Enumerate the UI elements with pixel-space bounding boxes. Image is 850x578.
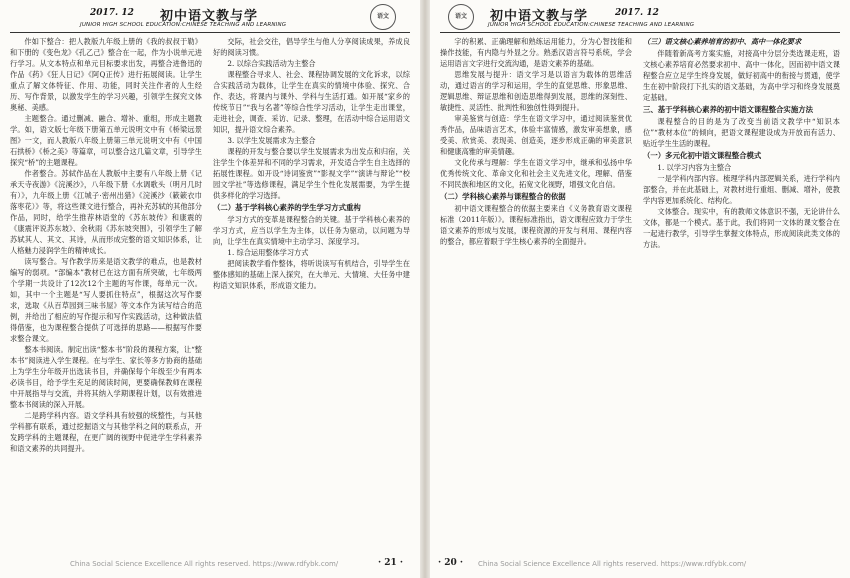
page-number: · 21 · [378,558,404,568]
paragraph: 文化传承与理解：学生在语文学习中，继承和弘扬中华优秀传统文化、革命文化和社会主义先进文化，理解、借鉴不同民族和地区的文化，拓宽文化视野，增强文化自信。 [440,158,632,189]
paragraph: 课程整合的目的是为了改变当前语文教学中“知识本位”“教材本位”的倾向，把语文课程建设成为开放而有活力、贴近学生生活的课程。 [643,117,840,148]
paragraph: 课程整合寻求人、社会、课程协调发展的文化诉求，以综合实践活动为载体，让学生在真实的情境中体验、探究、合作、表达，将课内与课外、学科与生活打通。如开展“家乡的传统节日”“我与名著”等综合性学习活动，让学生走出课堂，走进社会，调查、采访、记录、整理，在活动中综合运用语文知识，提升语文综合素养。 [213,70,410,134]
section-heading: 三、基于学科核心素养的初中语文课程整合实施方法 [643,105,813,114]
paragraph: 伴随着新高考方案实施，对接高中分层分类选课走班，语文核心素养培育必然要求初中、高中一体化，因而初中语文课程整合应立足学生终身发展，做好初高中的衔接与贯通，使学生在初中阶段打下扎实的语文基础，为高中学习和终身发展奠定基础。 [643,49,840,102]
paragraph: 交际，社会交往，倡导学生与他人分享阅读成果，养成良好的阅读习惯。 [213,37,410,57]
paragraph: 二是跨学科内容。语文学科具有较强的统整性，与其他学科都有联系，通过挖掘语文与其他学科之间的联系点，开发跨学科的主题课程，在更广阔的视野中促进学生学科素养和语文素养的共同提升。 [10,411,202,453]
section-heading: （三）语文核心素养培育的初中、高中一体化要求 [643,37,802,46]
section-heading: （二）基于学科核心素养的学生学习方式重构 [213,203,361,212]
paragraph: 字的积累、正确理解和熟练运用能力，分为心智技能和操作技能，有内隐与外显之分。熟悉汉语言符号系统，学会运用语言文字进行交流沟通，是语文素养的基础。 [440,37,632,68]
watermark: China Social Science Excellence All rights reserved. https://www.rdfybk.com/ [478,560,747,568]
magazine-logo: 语文 [370,4,396,30]
page-21 [0,0,420,578]
page-footer [430,558,850,572]
paragraph: 2. 以综合实践活动为主整合 [227,59,316,68]
paragraph: 整本书阅读。制定出读“整本书”阶段的课程方案，让“整本书”阅读进入学生课程。在与学生、家长等多方协商的基础上为学生分年级开出选读书目，并确保每个年级至少有两本必读书目，给予学生充足的阅读时间，更要确保教师在课程中开展指导与交流，并将其纳入学期课程计划，以有效推进整本书阅读的深入开展。 [10,345,202,409]
magazine-logo: 语文 [448,4,474,30]
paragraph: 文体整合。现实中，有的教师文体意识不强，无论讲什么文体，都是一个模式。基于此，我们将同一文体的课文整合在一起进行教学，引导学生掌握文体特点，形成阅读此类文体的方法。 [643,207,840,249]
magazine-subtitle: JUNIOR HIGH SCHOOL EDUCATION:CHINESE TEACHING AND LEARNING [80,22,287,28]
paragraph: 课程的开发与整合要以学生发展需求为出发点和归宿，关注学生个体差异和不同的学习需求，开发适合学生自主选择的拓展性课程。如开设“诗词鉴赏”“影视文学”“演讲与辩论”“校园文学社”等选修课程，满足学生个性化发展需要，为学生提供多样化的学习选择。 [213,147,410,200]
section-heading: （一）多元化初中语文课程整合模式 [643,151,762,160]
page-number: · 20 · [438,558,464,568]
paragraph: 读写整合。写作教学历来是语文教学的难点，也是教材编写的弱项。“部编本”教材已在这方面有所突破，七年级两个学期一共设计了12次12个主题的写作课，每单元一次。如，其中一个主题是“写人要抓住特点”，根据这次写作要求，选取《从百草园到三味书屋》等文本作为读写结合的范例，并给出了相应的写作提示和写作实践活动，这种做法值得借鉴，也为课程整合提供了可选择的思路——根据写作要求整合课文。 [10,257,202,343]
paragraph: 把阅读教学看作整体，将听说读写有机结合，引导学生在整体感知的基础上深入探究，在大单元、大情境、大任务中建构语文知识体系，形成语文能力。 [213,259,410,290]
paragraph: 1. 以学习内容为主整合 [657,163,732,172]
paragraph: 3. 以学生发展需求为主整合 [227,136,316,145]
magazine-title: 初中语文教与学 [160,9,259,24]
paragraph: 作如下整合：把人教版九年级上册的《我的叔叔于勒》和下册的《变色龙》《孔乙己》整合在一起，作为小说单元进行学习。从文本特点和单元目标要求出发，再整合进鲁迅的作品《药》《狂人日记》《阿Q正传》进行拓展阅读。让学生重点了解文体特征、作用、功能，同时关注作者的人生经历、写作背景，以激发学生的学习兴趣，引领学生探究文体奥秘、美感。 [10,37,202,112]
text-column-left [10,36,202,544]
text-column-right [213,36,410,544]
page-20 [430,0,850,578]
watermark: China Social Science Excellence All rights reserved. https://www.rdfybk.com/ [70,560,339,568]
issue-date: 2017. 12 [90,8,134,18]
paragraph: 主题整合。通过删减、融合、增补、重组，形成主题教学。如，语文版七年级下册第五单元说明文中有《桥梁远景图》一文，而人教版八年级上册第三单元说明文中有《中国石拱桥》《桥之美》等篇章，可以整合这几篇文章，引导学生探究“桥”的主题课程。 [10,114,202,167]
paragraph: 作者整合。苏轼作品在人教版中主要有八年级上册《记承天寺夜游》《浣溪沙》，八年级下册《水调歌头（明月几时有）》，九年级上册《江城子·密州出猎》《浣溪沙（簌簌衣巾落枣花）》等，将这些课文进行整合，再补充苏轼的其他部分作品，同时，给学生推荐林语堂的《苏东坡传》和康震的《康震评说苏东坡》、余秋雨《苏东坡突围》，引领学生了解苏轼其人、其文、其诗，从而形成完整的语文知识体系，让人格魅力浸润学生的精神成长。 [10,169,202,255]
section-heading: （二）学科核心素养与课程整合的依据 [440,192,566,201]
text-column-right [643,36,840,544]
issue-date: 2017. 12 [615,8,659,18]
paragraph: 1. 综合运用整体学习方式 [227,248,309,257]
running-header [10,4,410,33]
page-footer [0,558,420,572]
paragraph: 学习方式的变革是课程整合的关键。基于学科核心素养的学习方式，应当以学生为主体，以任务为驱动，以问题为导向，让学生在真实情境中主动学习、深度学习。 [213,215,410,246]
paragraph: 一是学科内部内容。梳理学科内部逻辑关系，进行学科内部整合，并在此基础上，对教材进行重组、删减、增补，使教学内容更加系统化、结构化。 [643,174,840,205]
paragraph: 审美鉴赏与创造：学生在语文学习中，通过阅读鉴赏优秀作品，品味语言艺术，体验丰富情感，激发审美想象，感受美、欣赏美、表现美、创造美，逐步形成正确的审美意识和健康高雅的审美情趣。 [440,114,632,156]
running-header [440,4,840,33]
magazine-subtitle: JUNIOR HIGH SCHOOL EDUCATION:CHINESE TEACHING AND LEARNING [488,22,695,28]
book-gutter [420,0,430,578]
magazine-title: 初中语文教与学 [490,9,589,24]
paragraph: 初中语文课程整合的依据主要来自《义务教育语文课程标准（2011年版）》。课程标准指出，语文课程应致力于学生语文素养的形成与发展，课程资源的开发与利用、课程内容的整合，都应着眼于学生核心素养的全面提升。 [440,204,632,246]
text-column-left [440,36,632,544]
paragraph: 思维发展与提升：语文学习是以语言为载体的思维活动，通过语言的学习和运用，学生的直觉思维、形象思维、逻辑思维、辩证思维和创造思维得到发展，思维的深刻性、敏捷性、灵活性、批判性和独创性得到提升。 [440,70,632,112]
